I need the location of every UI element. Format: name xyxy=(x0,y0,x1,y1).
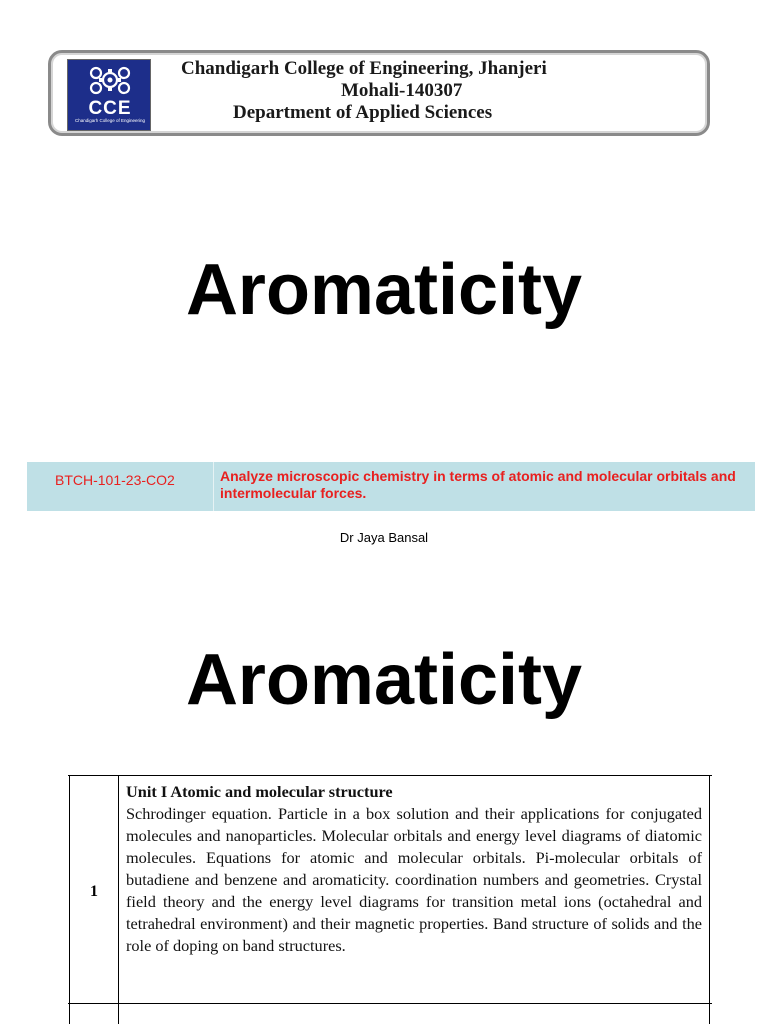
college-header-banner xyxy=(48,50,710,136)
course-outcome-table xyxy=(27,462,755,511)
department-name: Department of Applied Sciences xyxy=(233,102,493,123)
college-logo xyxy=(67,59,151,131)
logo-text: CCE xyxy=(88,98,132,119)
table-border-top xyxy=(68,775,712,776)
syllabus-table xyxy=(68,775,712,1024)
college-address: Mohali-140307 xyxy=(341,80,463,101)
author-name: Dr Jaya Bansal xyxy=(339,530,429,545)
unit-text: Schrodinger equation. Particle in a box solution and their applications for conjugated molecules and nanoparticles. Molecular orbitals and energy level diagrams of diatomic molecules. Equations for atomic and molecular orbitals. Pi-molecular orbitals of butadiene and benzene and aromaticity. coordination numbers and geometries. Crystal field theory and the energy level diagrams for transition metal ions (octahedral and tetrahedral environment) and their magnetic properties. Band structure of solids and the role of doping on band structures. xyxy=(126,804,702,955)
slide-title-top: Aromaticity xyxy=(185,250,583,330)
logo-subtext: Chandigarh College of Engineering xyxy=(74,118,146,123)
header-text-block xyxy=(171,58,701,124)
unit-content xyxy=(126,781,702,957)
course-outcome-description: Analyze microscopic chemistry in terms of atomic and molecular orbitals and intermolecular forces. xyxy=(220,468,736,501)
slide-title-bottom: Aromaticity xyxy=(185,640,583,720)
table-border-right xyxy=(709,775,710,1024)
unit-number: 1 xyxy=(90,883,98,900)
table-border-bottom xyxy=(68,1003,712,1004)
gear-icon xyxy=(68,60,152,100)
unit-heading: Unit I Atomic and molecular structure xyxy=(126,782,393,801)
table-column-divider xyxy=(118,775,119,1024)
course-outcome-code: BTCH-101-23-CO2 xyxy=(27,462,214,511)
college-name: Chandigarh College of Engineering, Jhanjeri xyxy=(181,58,547,79)
